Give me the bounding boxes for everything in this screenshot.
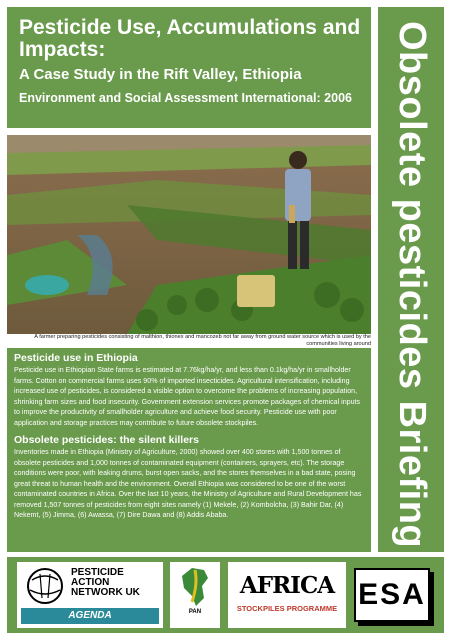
page-title: Pesticide Use, Accumulations and Impacts: bbox=[19, 16, 361, 61]
content-box bbox=[7, 348, 371, 552]
section-body-obsolete: Inventories made in Ethiopia (Ministry of Agriculture, 2000) showed over 400 stores with 1,500 tonnes of obsolete pesticides and 1,000 tonnes of contaminated equipment (containers, sprayers, etc). The storage conditions were poor, with leaking drums, burst open sacks, and the stores themselves in a bad state, posing great threat to human health and the environment. Overall Ethiopia was considered to be one of the worst contaminated countries in Africa. Over the last 10 years, the Ministry of Agriculture and Rural Development has removed 1,507 tonnes of pesticides from eight sites namely (1) Mekele, (2) Kombolcha, (3) Bahir Dar, (4) Nekemt, (5) Jimma, (6) Awassa, (7) Dire Dawa and (8) Addis Ababa. bbox=[14, 448, 362, 519]
pan-africa-logo bbox=[170, 562, 220, 628]
africa-stockpiles-title: AFRICA bbox=[239, 572, 335, 599]
farm-field-illustration bbox=[7, 135, 371, 334]
section-body-pesticide-use: Pesticide use in Ethiopian State farms is estimated at 7.76kg/ha/yr, and less than 0.1kg/ha/yr in smallholder farms. Cotton on commercial farms uses 90% of imported insecticides. Agricultural intensification, including increased use of pesticides, is considered a visible option to overcome the problems of increasing population, shrinking farm sizes and food insecurity. Government extension services promote packages of chemical inputs to improve the productivity of smallholder agriculture and achieve food security. Pesticide use with poor application and storage practices may contribute to future obsolete stockpiles. bbox=[14, 366, 361, 427]
page-subtitle: A Case Study in the Rift Valley, Ethiopia bbox=[19, 66, 302, 83]
sidebar-vertical-title: Obsolete pesticides Briefing bbox=[391, 21, 433, 549]
pan-uk-line-1: PESTICIDE bbox=[71, 567, 124, 578]
esa-logo: ESA bbox=[354, 568, 430, 622]
farmer-photo bbox=[7, 135, 371, 334]
pan-uk-logo bbox=[17, 562, 163, 628]
pan-uk-line-3: NETWORK UK bbox=[71, 587, 140, 598]
pan-uk-line-2: ACTION bbox=[71, 577, 110, 588]
pan-globe-icon bbox=[22, 566, 68, 606]
pan-africa-label: PAN bbox=[188, 609, 202, 615]
pan-uk-name bbox=[71, 568, 140, 598]
section-heading-obsolete: Obsolete pesticides: the silent killers bbox=[14, 434, 199, 446]
title-box bbox=[7, 7, 371, 128]
organisation-line: Environment and Social Assessment International: 2006 bbox=[19, 91, 352, 105]
africa-stockpiles-subtitle: STOCKPILES PROGRAMME bbox=[236, 604, 338, 613]
photo-caption: A farmer preparing pesticides consisting of malthion, thionex and mancozeb not far away from ground water source which is used by the communities living around bbox=[7, 334, 371, 348]
pan-africa-map-icon bbox=[170, 564, 220, 610]
section-heading-pesticide-use: Pesticide use in Ethiopia bbox=[14, 352, 138, 364]
logo-bar bbox=[7, 557, 444, 633]
sidebar-banner bbox=[378, 7, 444, 552]
africa-stockpiles-logo bbox=[228, 562, 346, 628]
agenda-logo: AGENDA bbox=[21, 608, 159, 624]
